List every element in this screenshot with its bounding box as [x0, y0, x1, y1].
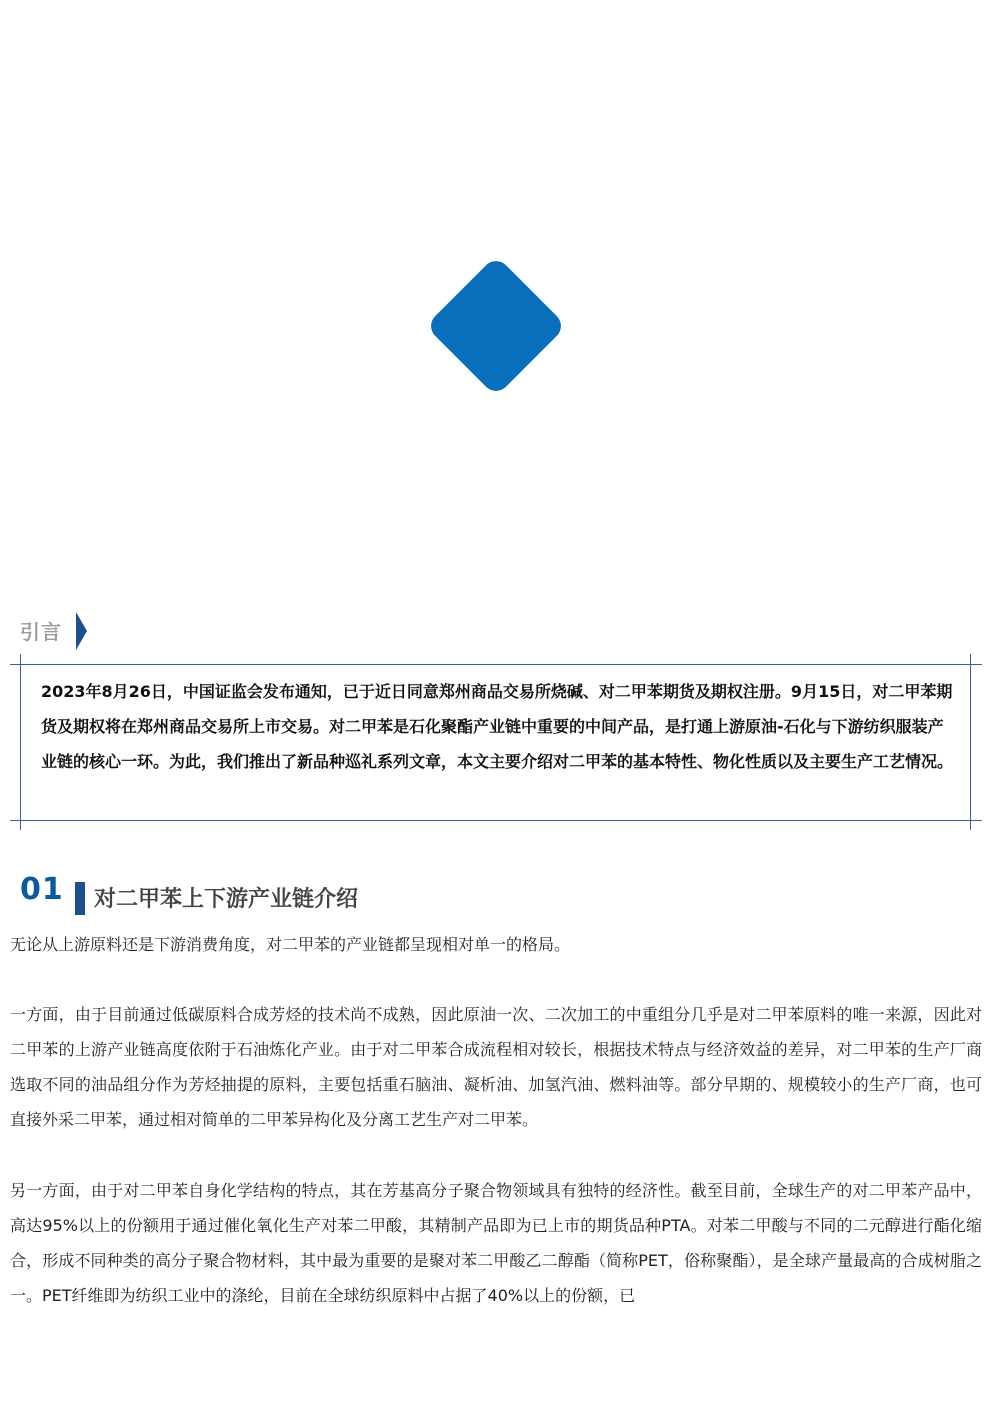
intro-quote-box [10, 654, 982, 830]
paragraph-2: 一方面，由于目前通过低碳原料合成芳烃的技术尚不成熟，因此原油一次、二次加工的中重组分几乎是对二甲苯原料的唯一来源，因此对二甲苯的上游产业链高度依附于石油炼化产业。由于对二甲苯合成流程相对较长，根据技术特点与经济效益的差异，对二甲苯的生产厂商选取不同的油品组分作为芳烃抽提的原料，主要包括重石脑油、凝析油、加氢汽油、燃料油等。部分早期的、规模较小的生产厂商，也可直接外采二甲苯，通过相对简单的二甲苯异构化及分离工艺生产对二甲苯。 [10, 1005, 982, 1129]
intro-text: 2023年8月26日，中国证监会发布通知，已于近日同意郑州商品交易所烧碱、对二甲苯期货及期权注册。9月15日，对二甲苯期货及期权将在郑州商品交易所上市交易。对二甲苯是石化聚酯产业链中重要的中间产品，是打通上游原油-石化与下游纺织服装产业链的核心一环。为此，我们推出了新品种巡礼系列文章，本文主要介绍对二甲苯的基本特性、物化性质以及主要生产工艺情况。 [41, 682, 954, 771]
paragraph-3: 另一方面，由于对二甲苯自身化学结构的特点，其在芳基高分子聚合物领域具有独特的经济性。截至目前，全球生产的对二甲苯产品中，高达95%以上的份额用于通过催化氧化生产对苯二甲酸，其精制产品即为已上市的期货品种PTA。对苯二甲酸与不同的二元醇进行酯化缩合，形成不同种类的高分子聚合物材料，其中最为重要的是聚对苯二甲酸乙二醇酯（简称PET，俗称聚酯），是全球产量最高的合成树脂之一。PET纤维即为纺织工业中的涤纶，目前在全球纺织原料中占据了40%以上的份额，已 [10, 1181, 982, 1305]
quote-border-top [10, 664, 982, 665]
chevron-right-icon [76, 612, 87, 650]
section-title: 对二甲苯上下游产业链介绍 [94, 887, 359, 912]
quote-border-bottom [10, 820, 982, 821]
paragraph-1: 无论从上游原料还是下游消费角度，对二甲苯的产业链都呈现相对单一的格局。 [10, 935, 571, 954]
intro-label: 引言 [20, 620, 62, 644]
quote-border-right [970, 654, 971, 830]
section-number: 01 [20, 872, 64, 907]
quote-border-left [20, 654, 21, 830]
section-bar [75, 882, 85, 915]
diamond-logo-icon [425, 255, 566, 396]
